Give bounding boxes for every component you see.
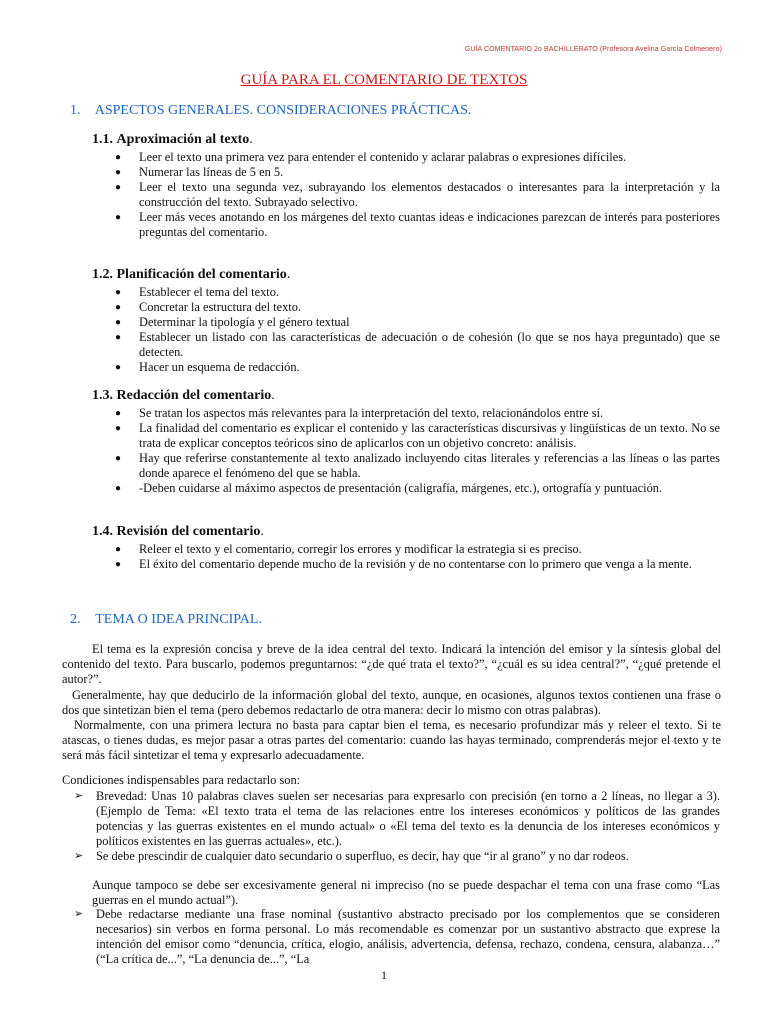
list-item: ➢ Debe redactarse mediante una frase nominal (sustantivo abstracto precisado por los complementos que se consideren necesarios) sin verbos en forma personal. Lo más recomendable es comenzar por un sustantivo abstracto que exprese la intención del emisor como “denuncia, crítica, elogio, análisis, advertencia, defensa, rechazo, condena, censura, alabanza…” (“La crítica de...”, “La denuncia de...”, “La <box>74 907 720 966</box>
section-2-number: 2. <box>70 612 81 627</box>
bullet-icon: ● <box>115 182 122 193</box>
list-item: ● Releer el texto y el comentario, corregir los errores y modificar la estrategia si es preciso. <box>115 542 582 556</box>
page-number: 1 <box>381 968 387 982</box>
paragraph: Aunque tampoco se debe ser excesivamente general ni impreciso (no se puede despachar el tema con una frase como “Las guerras en el mundo actual”). <box>92 878 720 907</box>
running-head: GUÍA COMENTARIO 2o BACHILLERATO (Profesora Avelina García Colmenero) <box>464 46 722 53</box>
list-item: ➢ Brevedad: Unas 10 palabras claves suelen ser necesarias para expresarlo con precisión (en torno a 2 líneas, no llegar a 3). (Ejemplo de Tema: «El texto trata el tema de las relaciones entre los intereses económicos y políticos de las grandes potencias y las guerras existentes en el mundo actual» o «El tema del texto es la denuncia de los intereses económicos y políticos existentes en las guerras actuales», etc.). <box>74 789 720 848</box>
bullet-icon: ● <box>115 317 122 328</box>
section-2-heading <box>70 612 262 628</box>
subsection-1-4-number: 1.4. <box>92 524 113 539</box>
section-1-number: 1. <box>70 103 81 118</box>
list-item: ● Determinar la tipología y el género textual <box>115 315 350 329</box>
subsection-1-4-title: Revisión del comentario <box>116 524 261 539</box>
bullet-icon: ● <box>115 332 122 343</box>
subsection-1-3-heading: 1.3. Redacción del comentario. <box>92 388 275 403</box>
bullet-icon: ● <box>115 453 122 464</box>
list-item: ➢ Se debe prescindir de cualquier dato secundario o superfluo, es decir, hay que “ir al grano” y no dar rodeos. <box>74 849 629 863</box>
bullet-icon: ● <box>115 483 122 494</box>
conditions-list <box>0 789 768 864</box>
list-item: ● Numerar las líneas de 5 en 5. <box>115 165 284 179</box>
arrow-bullet-icon: ➢ <box>74 790 84 802</box>
list-item: ● La finalidad del comentario es explicar el contenido y las características discursivas y lingüísticas de un texto. No se trata de explicar conceptos teóricos sino de aplicarlos con un objetivo concreto: análisis. <box>115 421 720 450</box>
paragraph: El tema es la expresión concisa y breve de la idea central del texto. Indicará la intención del emisor y la síntesis global del contenido del texto. Para buscarlo, podemos preguntarnos: “¿de qué trata el texto?”, “¿cuál es su idea central?”, “¿qué pretende el autor?”. <box>62 642 721 686</box>
list-item: ● Establecer el tema del texto. <box>115 285 280 299</box>
list-item: ● -Deben cuidarse al máximo aspectos de presentación (caligrafía, márgenes, etc.), ortografía y puntuación. <box>115 481 663 495</box>
subsection-1-1-title: Aproximación al texto <box>116 132 250 147</box>
section-2-title: TEMA O IDEA PRINCIPAL. <box>95 612 262 627</box>
paragraph: Generalmente, hay que deducirlo de la información global del texto, aunque, en ocasiones, algunos textos contienen una frase o dos que sintetizan bien el tema (pero debemos redactarlo de otra manera: decir lo mismo con otras palabras). <box>62 688 721 717</box>
bullet-icon: ● <box>115 287 122 298</box>
conditions-list-continued <box>0 907 768 967</box>
bullet-icon: ● <box>115 152 122 163</box>
subsection-1-1-heading: 1.1. Aproximación al texto. <box>92 132 253 147</box>
bullet-icon: ● <box>115 544 122 555</box>
bullet-icon: ● <box>115 302 122 313</box>
list-item: ● Se tratan los aspectos más relevantes para la interpretación del texto, relacionándolos entre sí. <box>115 406 604 420</box>
subsection-1-3-number: 1.3. <box>92 388 113 403</box>
bullet-icon: ● <box>115 408 122 419</box>
list-item: ● Leer el texto una primera vez para entender el contenido y aclarar palabras o expresiones difíciles. <box>115 150 627 164</box>
subsection-1-2-title: Planificación del comentario <box>116 267 287 282</box>
paragraph: Normalmente, con una primera lectura no basta para captar bien el tema, es necesario profundizar más y releer el texto. Si te atascas, o tienes dudas, es mejor pasar a otras partes del comentario: cuando las hayas terminado, comprenderás mejor el texto y te será más fácil sintetizar el tema y expresarlo adecuadamente. <box>62 718 721 762</box>
arrow-bullet-icon: ➢ <box>74 850 84 862</box>
bullet-icon: ● <box>115 423 122 434</box>
bullet-icon: ● <box>115 167 122 178</box>
paragraph: Condiciones indispensables para redactarlo son: <box>62 773 301 787</box>
subsection-1-4-list <box>0 542 768 572</box>
bullet-icon: ● <box>115 362 122 373</box>
bullet-icon: ● <box>115 559 122 570</box>
list-item: ● Concretar la estructura del texto. <box>115 300 302 314</box>
list-item: ● Hacer un esquema de redacción. <box>115 360 300 374</box>
subsection-1-1-list <box>0 150 768 240</box>
subsection-1-4-heading: 1.4. Revisión del comentario. <box>92 524 264 539</box>
section-1-heading <box>70 103 471 119</box>
subsection-1-2-heading: 1.2. Planificación del comentario. <box>92 267 291 282</box>
subsection-1-2-list <box>0 285 768 375</box>
list-item: ● Hay que referirse constantemente al texto analizado incluyendo citas literales y referencias a las líneas o las partes donde aparece el fenómeno del que se habla. <box>115 451 720 480</box>
list-item: ● Leer el texto una segunda vez, subrayando los elementos destacados o interesantes para la interpretación y la construcción del texto. Subrayado selectivo. <box>115 180 720 209</box>
list-item: ● Leer más veces anotando en los márgenes del texto cuantas ideas e indicaciones parezcan de interés para posteriores preguntas del comentario. <box>115 210 720 239</box>
arrow-bullet-icon: ➢ <box>74 908 84 920</box>
bullet-icon: ● <box>115 212 122 223</box>
list-item: ● El éxito del comentario depende mucho de la revisión y de no contentarse con lo primero que venga a la mente. <box>115 557 692 571</box>
document-title: GUÍA PARA EL COMENTARIO DE TEXTOS <box>240 72 528 88</box>
subsection-1-1-number: 1.1. <box>92 132 113 147</box>
subsection-1-3-title: Redacción del comentario <box>116 388 272 403</box>
section-1-title: ASPECTOS GENERALES. CONSIDERACIONES PRÁCTICAS. <box>94 103 472 118</box>
subsection-1-3-list <box>0 406 768 496</box>
subsection-1-2-number: 1.2. <box>92 267 113 282</box>
list-item: ● Establecer un listado con las características de adecuación o de cohesión (lo que se nos haya preguntado) que se detecten. <box>115 330 720 359</box>
